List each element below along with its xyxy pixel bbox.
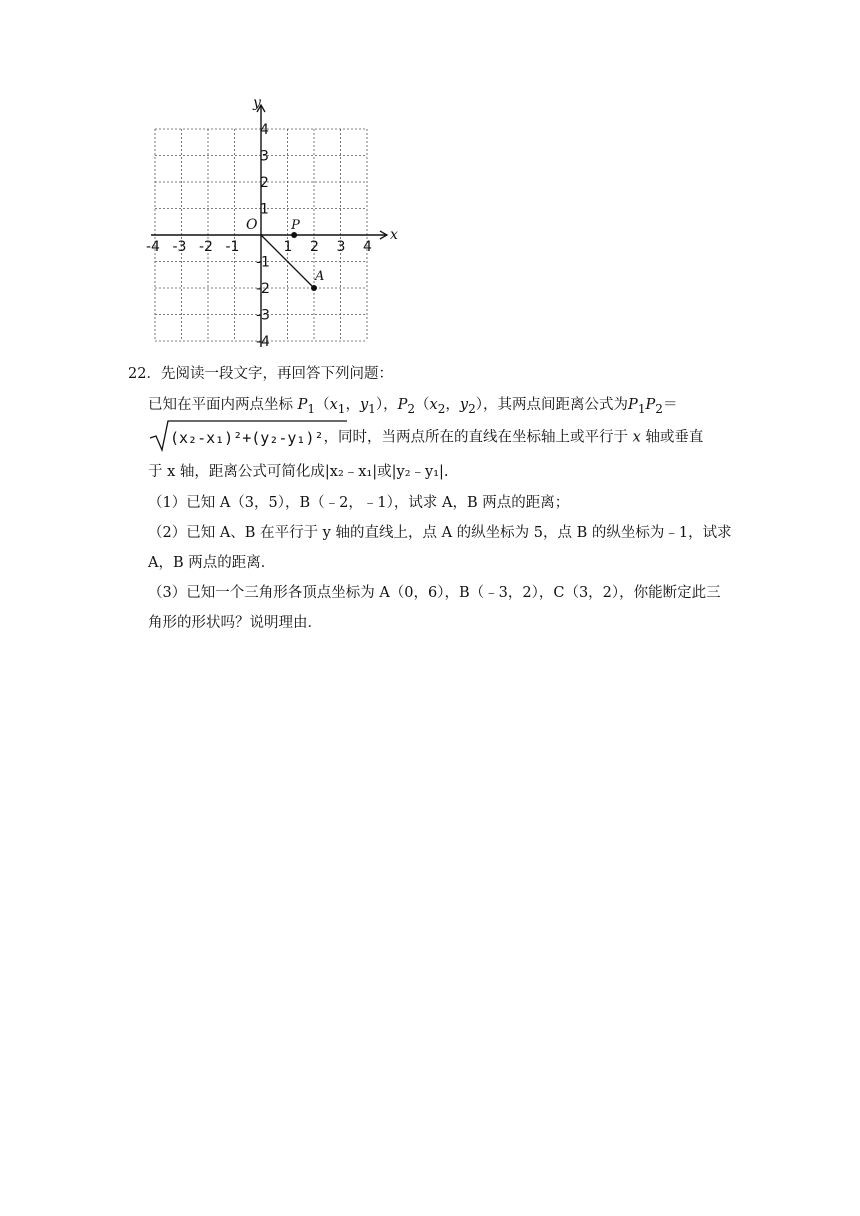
- part-3-line-a: （3）已知一个三角形各顶点坐标为 A（0，6），B（﹣3，2），C（3，2），你能断定此三: [148, 585, 721, 601]
- formula-condition-end: 轴或垂直: [645, 429, 704, 446]
- part-2-line-b: A，B 两点的距离．: [148, 555, 276, 571]
- x-tick-label: 3: [336, 239, 346, 255]
- sqrt-sign-icon: [148, 418, 348, 452]
- tick-labels: [146, 95, 398, 350]
- x-tick-label: -1: [225, 239, 240, 255]
- distance-formula-line: 已知在平面内两点坐标 $P_1(x_1$，$y_1$），$P_2(x_2$，$y_2$），其两点间距离公式为$P_1P_2=$: [148, 397, 678, 416]
- formula-condition-text: ，同时，当两点所在的直线在坐标轴上或平行于: [323, 429, 629, 446]
- question-intro-line: [128, 362, 393, 386]
- coordinate-plane: [140, 95, 400, 355]
- origin-label: O: [246, 217, 258, 233]
- question-intro: 先阅读一段文字，再回答下列问题：: [160, 366, 393, 382]
- y-tick-label: 2: [260, 175, 269, 191]
- x-tick-label: 4: [363, 239, 372, 255]
- x-tick-label: 2: [310, 239, 319, 255]
- part-1: （1）已知 A（3，5），B（﹣2，﹣1），试求 A，B 两点的距离；: [148, 495, 570, 511]
- x-tick-label: -2: [199, 239, 213, 255]
- sqrt-formula-line: (x₂-x₁)²+(y₂-y₁)²，同时，当两点所在的直线在坐标轴上或平行于 x 轴或垂直: [148, 424, 703, 451]
- x-tick-label: -4: [146, 239, 160, 255]
- point-p-label: P: [291, 218, 300, 233]
- sqrt-expression: [148, 424, 324, 451]
- y-axis-label: y: [253, 95, 261, 111]
- point-a: [311, 285, 317, 291]
- part-3-line-b: 角形的形状吗？说明理由．: [148, 615, 322, 631]
- y-tick-label: -2: [256, 281, 270, 297]
- y-tick-label: -3: [256, 307, 270, 324]
- point-a-label: A: [315, 269, 325, 284]
- formula-mid-text: ，其两点间距离公式为: [483, 397, 629, 413]
- y-tick-label: 4: [260, 122, 269, 138]
- part-2-line-a: （2）已知 A、B 在平行于 y 轴的直线上，点 A 的纵坐标为 5，点 B 的纵坐标为﹣1，试求: [148, 525, 732, 541]
- y-tick-label: -4: [256, 334, 270, 350]
- question-number: 22．: [128, 366, 161, 382]
- formula-lead-text: 已知在平面内两点坐标: [148, 397, 293, 413]
- coordinate-figure: [140, 95, 400, 355]
- x-axis-label: x: [390, 227, 398, 243]
- y-tick-label: -1: [256, 254, 270, 271]
- y-tick-label: 1: [260, 201, 269, 218]
- simplified-formula-line: 于 x 轴，距离公式可简化成|x₂﹣x₁|或|y₂﹣y₁|.: [148, 464, 449, 480]
- x-tick-label: 1: [283, 239, 293, 255]
- sqrt-radicand: (x₂-x₁)²+(y₂-y₁)²: [170, 429, 324, 447]
- y-tick-label: 3: [260, 148, 269, 165]
- x-tick-label: -3: [172, 239, 187, 255]
